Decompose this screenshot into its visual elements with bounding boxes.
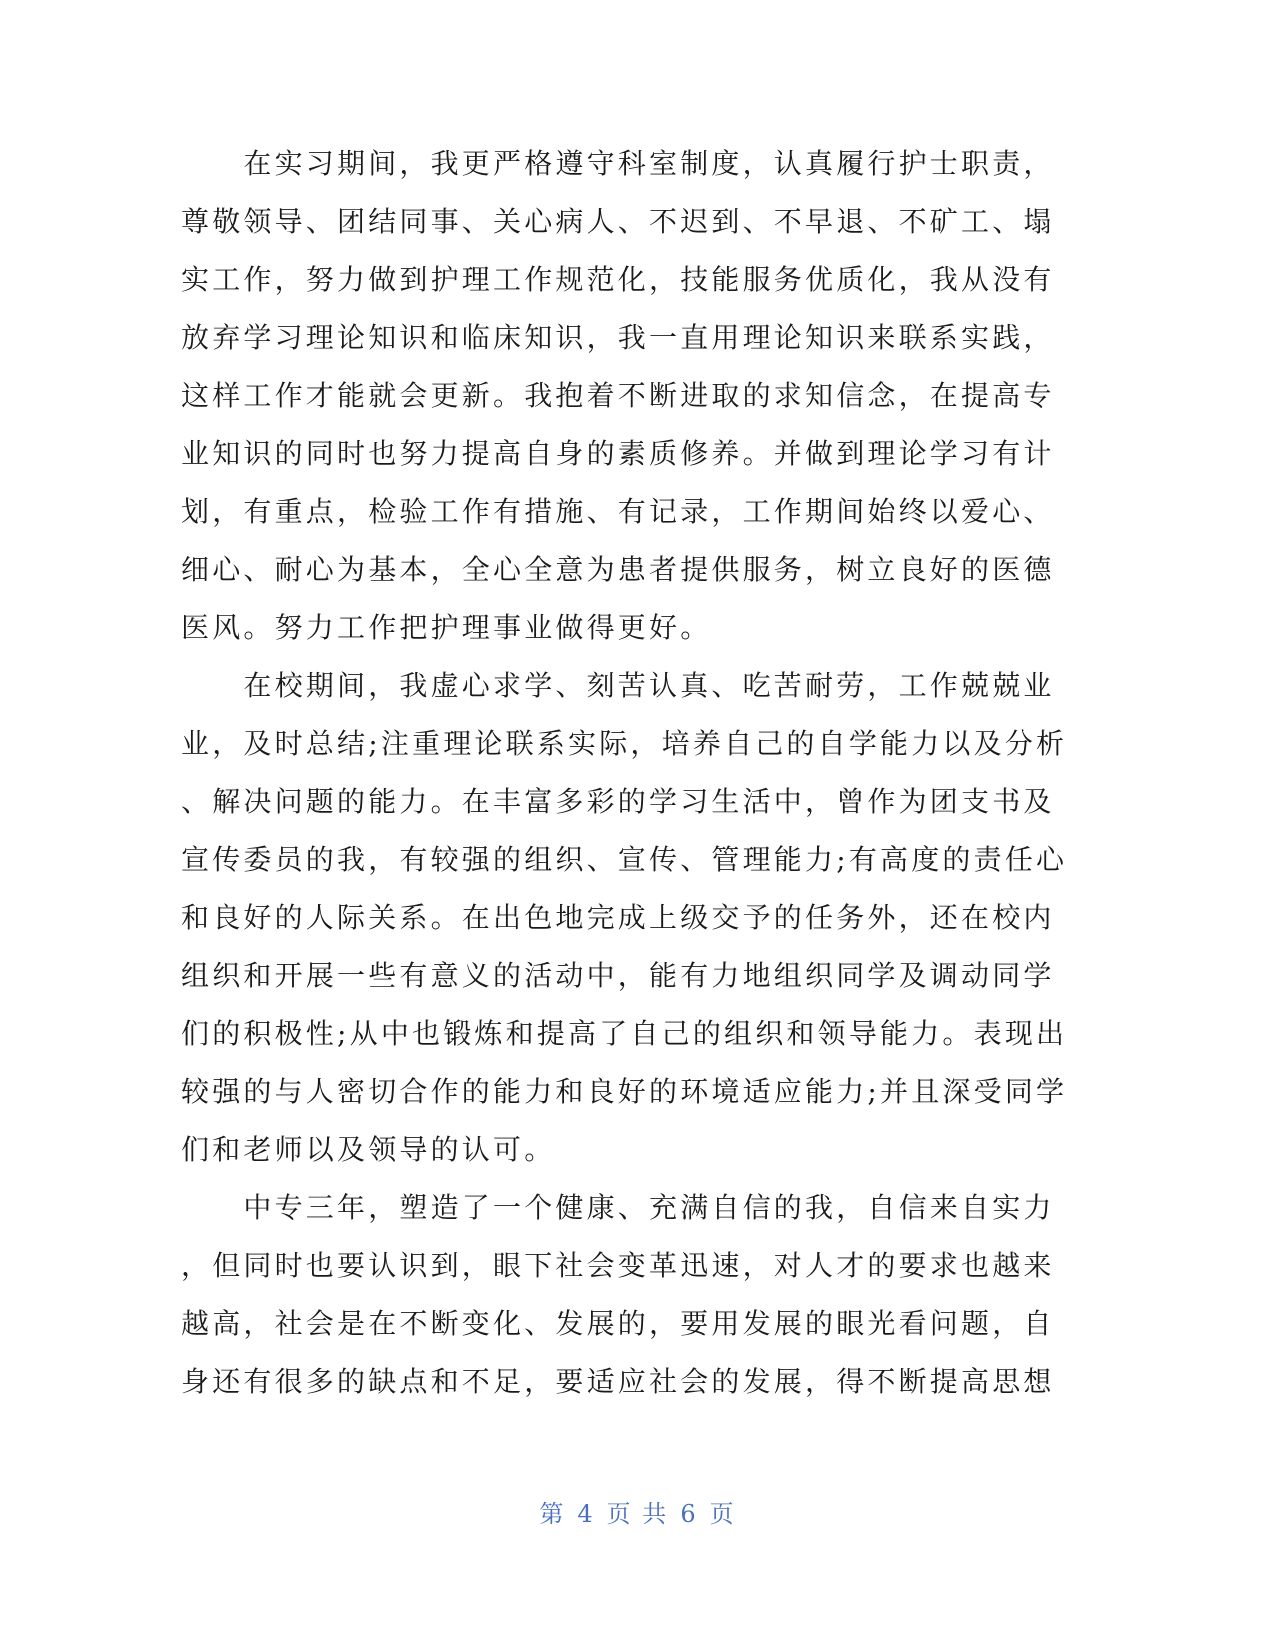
text-line: 尊敬领导、团结同事、关心病人、不迟到、不早退、不矿工、塌	[181, 205, 1055, 238]
text-line: 身还有很多的缺点和不足，要适应社会的发展，得不断提高思想	[181, 1365, 1055, 1398]
text-line: ，但同时也要认识到，眼下社会变革迅速，对人才的要求也越来	[181, 1249, 1055, 1282]
text-line: 实工作，努力做到护理工作规范化，技能服务优质化，我从没有	[181, 263, 1055, 296]
text-line: 医风。努力工作把护理事业做得更好。	[181, 611, 712, 644]
text-line: 细心、耐心为基本，全心全意为患者提供服务，树立良好的医德	[181, 553, 1055, 586]
text-line: 们和老师以及领导的认可。	[181, 1133, 556, 1166]
text-line: 在校期间，我虚心求学、刻苦认真、吃苦耐劳，工作兢兢业	[181, 669, 1055, 702]
text-line: 业知识的同时也努力提高自身的素质修养。并做到理论学习有计	[181, 437, 1055, 470]
body-text	[181, 135, 1068, 1411]
text-line: 业，及时总结;注重理论联系实际，培养自己的自学能力以及分析	[181, 727, 1068, 760]
text-line: 越高，社会是在不断变化、发展的，要用发展的眼光看问题，自	[181, 1307, 1055, 1340]
text-line: 宣传委员的我，有较强的组织、宣传、管理能力;有高度的责任心	[181, 843, 1068, 876]
footer-prefix: 第	[539, 1500, 566, 1528]
footer-suffix: 页	[709, 1500, 736, 1528]
text-line: 和良好的人际关系。在出色地完成上级交予的任务外，还在校内	[181, 901, 1055, 934]
text-line: 划，有重点，检验工作有措施、有记录，工作期间始终以爱心、	[181, 495, 1055, 528]
page-number: 4	[577, 1500, 595, 1528]
text-line: 们的积极性;从中也锻炼和提高了自己的组织和领导能力。表现出	[181, 1017, 1068, 1050]
text-line: 组织和开展一些有意义的活动中，能有力地组织同学及调动同学	[181, 959, 1055, 992]
footer-mid: 页 共	[606, 1500, 669, 1528]
text-line: 、解决问题的能力。在丰富多彩的学习生活中，曾作为团支书及	[181, 785, 1055, 818]
text-line: 在实习期间，我更严格遵守科室制度，认真履行护士职责，	[181, 147, 1055, 180]
page-footer	[0, 1494, 1275, 1529]
text-line: 放弃学习理论知识和临床知识，我一直用理论知识来联系实践，	[181, 321, 1055, 354]
text-line: 较强的与人密切合作的能力和良好的环境适应能力;并且深受同学	[181, 1075, 1068, 1108]
text-line: 中专三年，塑造了一个健康、充满自信的我，自信来自实力	[181, 1191, 1055, 1224]
page-total: 6	[680, 1500, 698, 1528]
text-line: 这样工作才能就会更新。我抱着不断进取的求知信念，在提高专	[181, 379, 1055, 412]
